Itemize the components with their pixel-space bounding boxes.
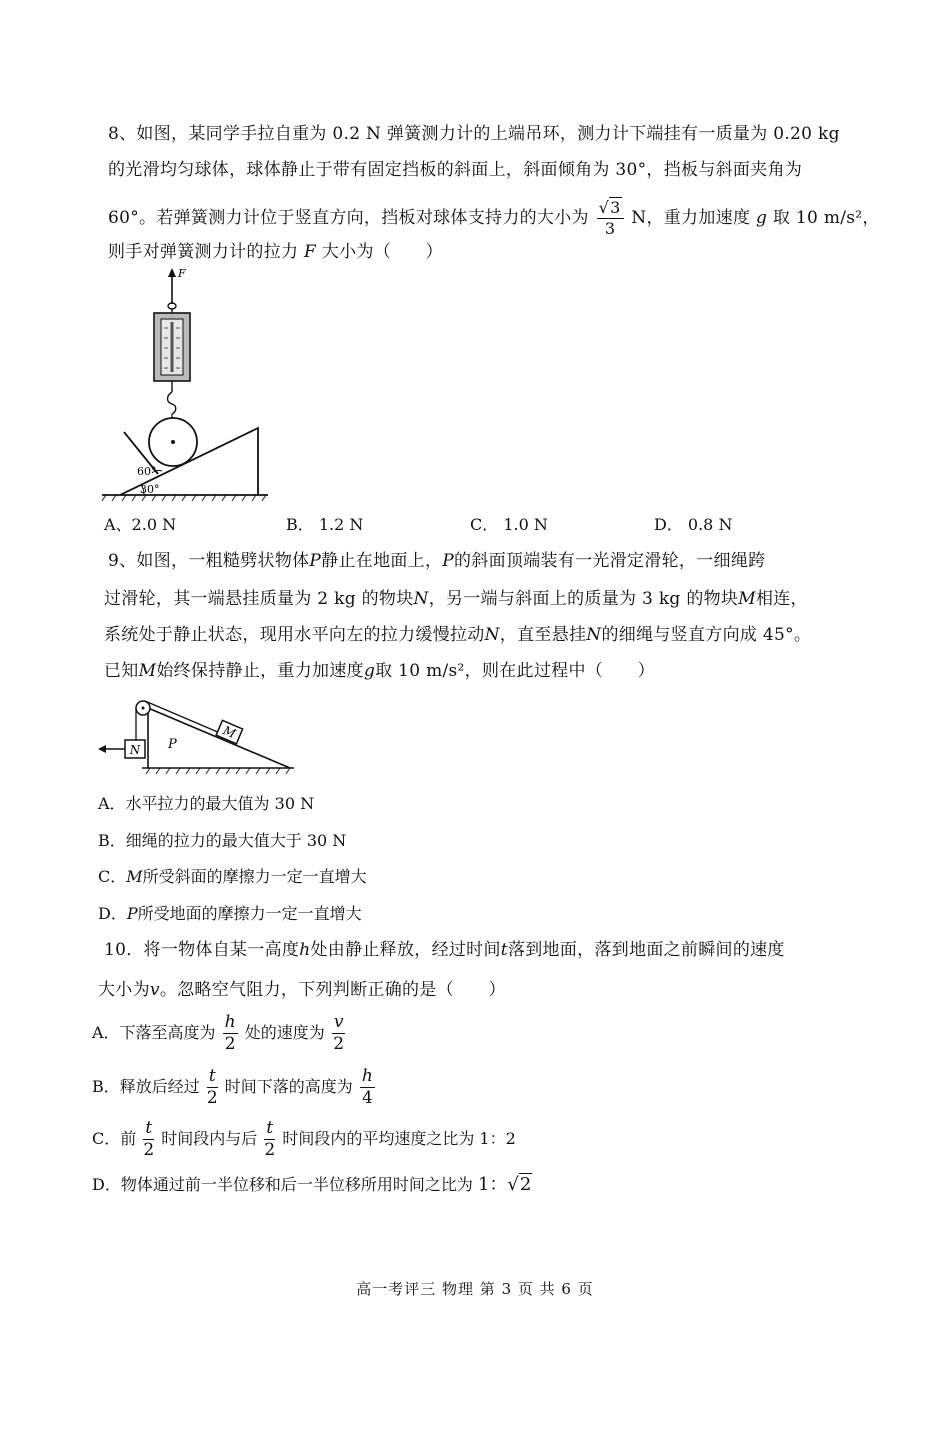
q9-var-N-3: N	[586, 625, 602, 645]
q10-option-b-fraction-1	[207, 1068, 218, 1107]
q9-line-3	[104, 623, 811, 647]
q10-option-c-fraction-1	[143, 1120, 154, 1159]
q9-label-P: P	[168, 737, 177, 752]
q9-line-4	[104, 659, 655, 683]
q9-option-c-text: 所受斜面的摩擦力一定一直增大	[142, 867, 367, 886]
page-footer: 高一考评三 物理 第 3 页 共 6 页	[356, 1280, 594, 1298]
q9-var-N: N	[413, 589, 429, 609]
q8-line-3-text-c: 取 10 m/s²，	[772, 208, 880, 228]
q10-option-c-f1-den: 2	[143, 1140, 155, 1160]
q9-option-d-text: 所受地面的摩擦力一定一直增大	[137, 904, 362, 923]
q8-line-4-text-a: 则手对弹簧测力计的拉力	[108, 242, 299, 262]
q10-option-c-text-c: 时间段内的平均速度之比为 1：2	[282, 1129, 516, 1148]
q9-rope-to-M	[145, 701, 220, 733]
q10-option-b-f1-den: 2	[206, 1088, 218, 1108]
q10-option-a	[92, 1014, 347, 1053]
q9-var-N-2: N	[484, 625, 500, 645]
q8-line-1: 8、如图，某同学手拉自重为 0.2 N 弹簧测力计的上端吊环，测力计下端挂有一质量为 0.20 kg	[108, 124, 840, 144]
q9-arrowhead-icon	[98, 745, 106, 753]
q9-option-d-prefix: D．	[98, 904, 127, 923]
q10-option-c-text-b: 时间段内与后	[161, 1129, 258, 1148]
q10-option-a-fraction-2	[332, 1014, 346, 1053]
q10-option-d-ratio: 1：	[477, 1174, 508, 1195]
q9-line-1-text-a: 9、如图，一粗糙劈状物体	[108, 551, 310, 571]
q9-line-2-text-b: ，另一端与斜面上的质量为 3 kg 的物块	[428, 589, 739, 609]
q8-figure	[100, 268, 280, 508]
q10-line-2-text-b: 。忽略空气阻力，下列判断正确的是（ ）	[159, 980, 506, 1000]
q8-line-2: 的光滑均匀球体，球体静止于带有固定挡板的斜面上，斜面倾角为 30°，挡板与斜面夹角为	[108, 160, 803, 180]
q9-option-b: B．细绳的拉力的最大值大于 30 N	[98, 831, 347, 850]
q9-label-N: N	[129, 743, 141, 757]
q8-arrowhead-icon	[168, 268, 176, 277]
q10-option-b-fraction-2	[360, 1068, 375, 1107]
q9-line-3-text-a: 系统处于静止状态，现用水平向左的拉力缓慢拉动	[104, 625, 485, 645]
q9-line-1-text-c: 的斜面顶端装有一光滑定滑轮，一细绳跨	[454, 551, 766, 571]
q8-line-3-text-b: N，重力加速度	[631, 208, 751, 228]
q10-option-c-text-a: C．前	[92, 1129, 137, 1148]
q9-figure	[98, 696, 298, 776]
q10-var-v: v	[149, 980, 160, 1000]
q10-option-a-f2-num: v	[333, 1012, 344, 1032]
q8-hook	[168, 392, 176, 414]
q9-option-a: A．水平拉力的最大值为 30 N	[98, 794, 315, 813]
q10-option-c-fraction-2	[264, 1120, 275, 1159]
q10-option-b-f2-num: h	[361, 1066, 373, 1086]
q9-var-M-2: M	[138, 661, 157, 681]
q10-option-b-text-b: 时间下落的高度为	[224, 1077, 353, 1096]
q8-option-d: D． 0.8 N	[654, 515, 733, 534]
q10-option-a-fraction-1	[223, 1014, 238, 1053]
q8-line-4	[108, 240, 443, 264]
q8-line-4-text-b: 大小为（ ）	[321, 242, 443, 262]
q8-label-F: F	[178, 267, 186, 280]
q10-option-d-text-a: D．物体通过前一半位移和后一半位移所用时间之比为	[92, 1175, 473, 1194]
q9-option-c-var-M: M	[126, 867, 143, 886]
q10-option-c-f2-den: 2	[264, 1140, 276, 1160]
q9-line-2-text-a: 过滑轮，其一端悬挂质量为 2 kg 的物块	[104, 589, 414, 609]
q10-line-1-text-c: 落到地面，落到地面之前瞬间的速度	[507, 940, 785, 960]
q9-line-1-text-b: 静止在地面上，	[321, 551, 443, 571]
q10-option-a-text-b: 处的速度为	[244, 1023, 325, 1042]
q10-option-c-f1-num: t	[145, 1118, 153, 1138]
q8-var-g: g	[755, 208, 768, 228]
q10-option-b-f1-num: t	[208, 1066, 216, 1086]
q9-line-3-text-b: ，直至悬挂	[499, 625, 587, 645]
q10-option-a-f1-den: 2	[224, 1034, 236, 1054]
q10-var-t: t	[500, 940, 508, 960]
q8-option-a: A、2.0 N	[104, 515, 177, 534]
q10-line-1-text-a: 10．将一物体自某一高度	[104, 940, 300, 960]
q10-option-c	[92, 1120, 516, 1159]
q10-line-1	[104, 938, 785, 962]
q10-line-2	[98, 978, 506, 1002]
q9-option-c	[98, 866, 367, 888]
q9-var-g: g	[363, 661, 376, 681]
q10-line-2-text-a: 大小为	[98, 980, 150, 1000]
q10-option-d-sqrt: √2	[507, 1174, 532, 1195]
q8-sqrt3-over-3-fraction: $\frac{√3}{3}$	[597, 200, 624, 237]
q8-option-c: C． 1.0 N	[470, 515, 548, 534]
q8-label-60: 60°	[137, 465, 157, 478]
q8-line-3	[108, 200, 880, 237]
q9-option-c-prefix: C．	[98, 867, 127, 886]
q9-var-M: M	[738, 589, 756, 609]
q10-option-a-f2-den: 2	[333, 1034, 345, 1054]
q9-line-1	[108, 549, 765, 573]
q9-line-4-text-c: 取 10 m/s²，则在此过程中（ ）	[375, 661, 655, 681]
q9-var-P-2: P	[442, 551, 455, 571]
q10-option-c-f2-num: t	[266, 1118, 274, 1138]
q10-option-d	[92, 1174, 532, 1196]
q8-option-b: B． 1.2 N	[286, 515, 364, 534]
q8-line-3-text-a: 60°。若弹簧测力计位于竖直方向，挡板对球体支持力的大小为	[108, 208, 589, 228]
q8-frac-num: 3	[610, 198, 621, 217]
q9-option-d-var-P: P	[126, 904, 138, 923]
q9-line-4-text-a: 已知	[104, 661, 139, 681]
q9-line-3-text-c: 的细绳与竖直方向成 45°。	[601, 625, 812, 645]
q9-label-M: M	[220, 723, 238, 741]
q10-option-b-text-a: B．释放后经过	[92, 1077, 200, 1096]
q9-var-P: P	[309, 551, 322, 571]
q8-var-F: F	[304, 242, 317, 262]
q10-option-b-f2-den: 4	[361, 1088, 373, 1108]
q10-var-h: h	[299, 940, 311, 960]
q9-option-d	[98, 903, 362, 925]
q8-frac-den: 3	[604, 219, 616, 238]
q10-option-b	[92, 1068, 377, 1107]
q9-line-4-text-b: 始终保持静止，重力加速度	[156, 661, 364, 681]
q10-option-a-f1-num: h	[224, 1012, 236, 1032]
q8-label-30: 30°	[140, 483, 160, 496]
q9-line-2	[104, 587, 808, 611]
q10-option-d-sqrt-value: 2	[519, 1174, 532, 1195]
q9-line-2-text-c: 相连，	[755, 589, 808, 609]
q10-option-a-text-a: A．下落至高度为	[92, 1023, 216, 1042]
q10-line-1-text-b: 处由静止释放，经过时间	[310, 940, 501, 960]
